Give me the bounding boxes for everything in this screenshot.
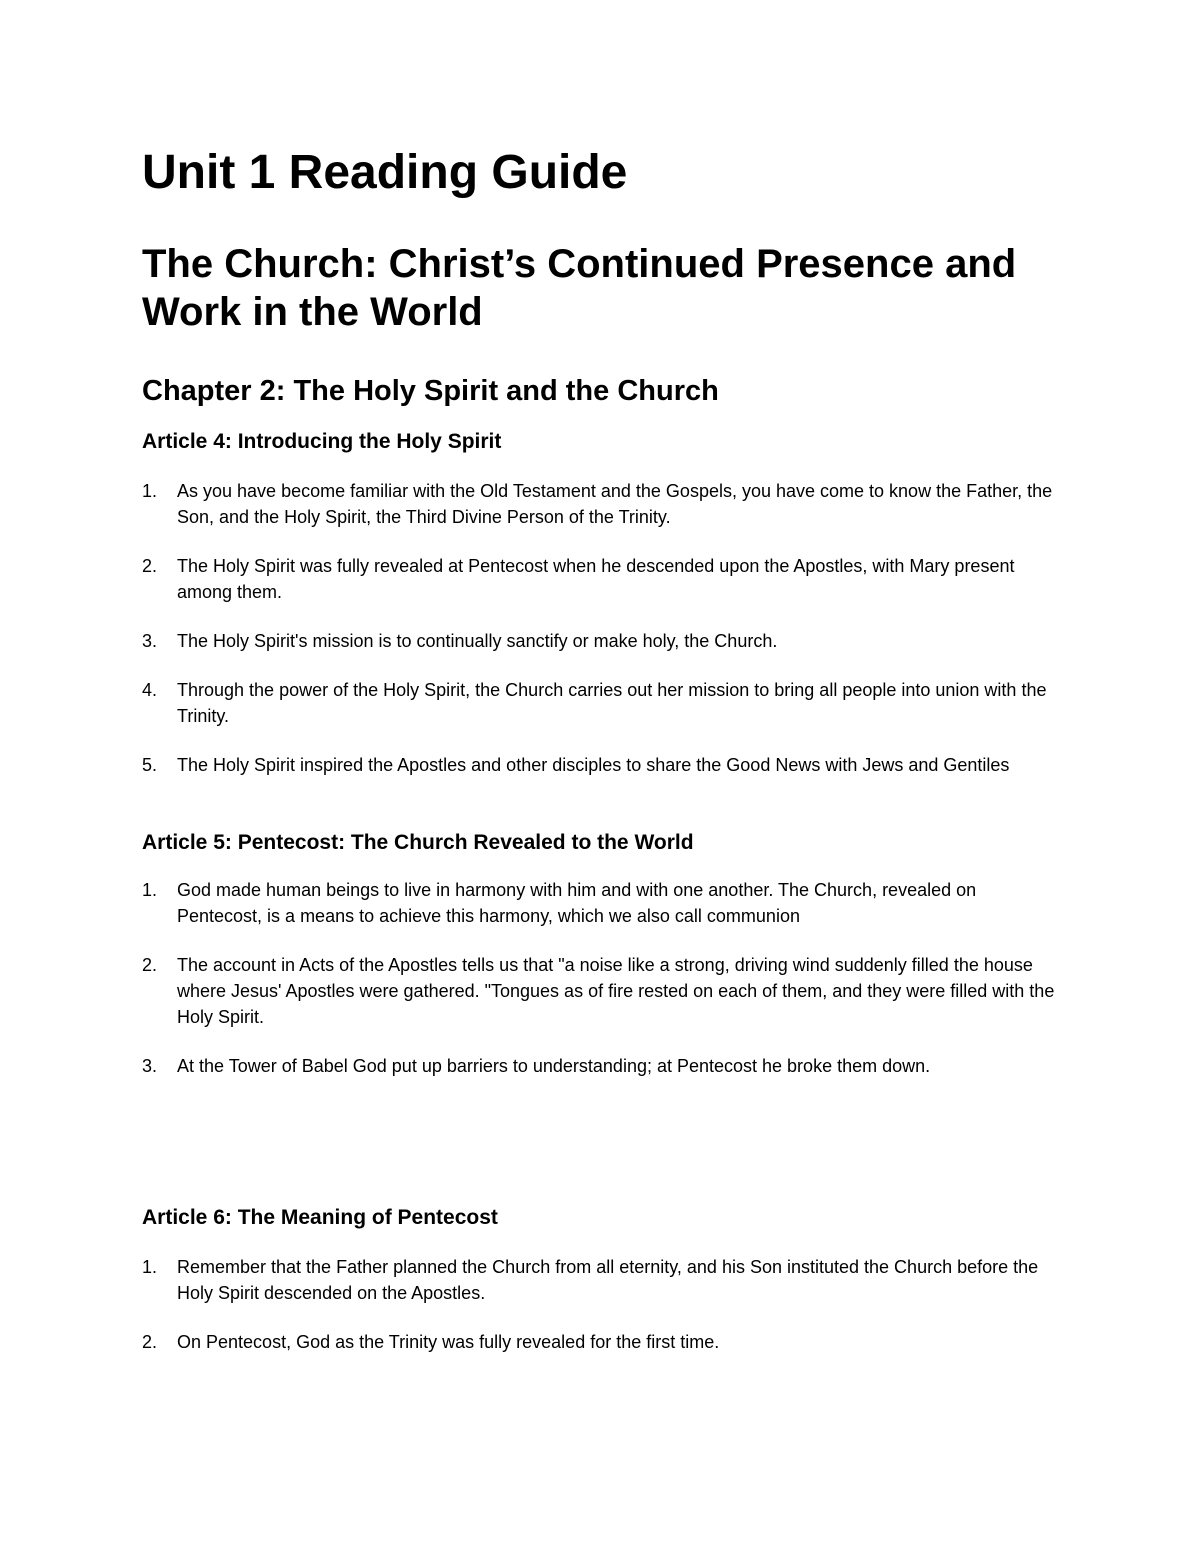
list-item [142, 628, 1057, 654]
list-item [142, 877, 1057, 929]
list-item [142, 752, 1057, 778]
item-text: The account in Acts of the Apostles tells us that "a noise like a strong, driving wind suddenly filled the house where Jesus' Apostles were gathered. "Tongues as of fire rested on each of them, and they were filled with the Holy Spirit. [177, 955, 1055, 1027]
item-number: 2. [142, 556, 158, 576]
list-item [142, 1053, 1057, 1079]
item-text: The Holy Spirit inspired the Apostles and other disciples to share the Good News with Jews and Gentiles [177, 755, 1010, 775]
item-number: 4. [142, 680, 158, 700]
article-6-list [142, 1254, 1062, 1355]
item-number: 2. [142, 1332, 158, 1352]
article-heading: Article 6: The Meaning of Pentecost [142, 1206, 498, 1229]
item-number: 1. [142, 481, 158, 501]
article-4-list [142, 478, 1062, 778]
item-text: Through the power of the Holy Spirit, the Church carries out her mission to bring all people into union with the Trinity. [177, 680, 1047, 726]
list-item [142, 478, 1057, 530]
list-item [142, 1329, 1057, 1355]
item-text: The Holy Spirit's mission is to continually sanctify or make holy, the Church. [177, 631, 778, 651]
item-number: 1. [142, 1257, 158, 1277]
document-title: Unit 1 Reading Guide [142, 146, 628, 199]
article-heading: Article 4: Introducing the Holy Spirit [142, 430, 502, 453]
item-number: 2. [142, 955, 158, 975]
article-heading: Article 5: Pentecost: The Church Revealed to the World [142, 831, 694, 854]
item-number: 5. [142, 755, 158, 775]
item-number: 1. [142, 880, 158, 900]
item-text: On Pentecost, God as the Trinity was fully revealed for the first time. [177, 1332, 720, 1352]
item-text: At the Tower of Babel God put up barriers to understanding; at Pentecost he broke them down. [177, 1056, 931, 1076]
item-text: The Holy Spirit was fully revealed at Pentecost when he descended upon the Apostles, with Mary present among them. [177, 556, 1015, 602]
list-item [142, 677, 1057, 729]
article-5-list [142, 877, 1062, 1079]
article-4-section [142, 428, 1062, 778]
list-item [142, 952, 1057, 1030]
document-subtitle: The Church: Christ’s Continued Presence and Work in the World [142, 242, 1017, 334]
item-text: As you have become familiar with the Old Testament and the Gospels, you have come to know the Father, the Son, and the Holy Spirit, the Third Divine Person of the Trinity. [177, 481, 1053, 527]
list-item [142, 553, 1057, 605]
list-item [142, 1254, 1057, 1306]
chapter-heading: Chapter 2: The Holy Spirit and the Church [142, 375, 719, 407]
article-5-section [142, 829, 1062, 1079]
item-number: 3. [142, 631, 158, 651]
item-number: 3. [142, 1056, 158, 1076]
item-text: God made human beings to live in harmony with him and with one another. The Church, revealed on Pentecost, is a means to achieve this harmony, which we also call communion [177, 880, 977, 926]
item-text: Remember that the Father planned the Church from all eternity, and his Son instituted the Church before the Holy Spirit descended on the Apostles. [177, 1257, 1039, 1303]
article-6-section [142, 1204, 1062, 1355]
